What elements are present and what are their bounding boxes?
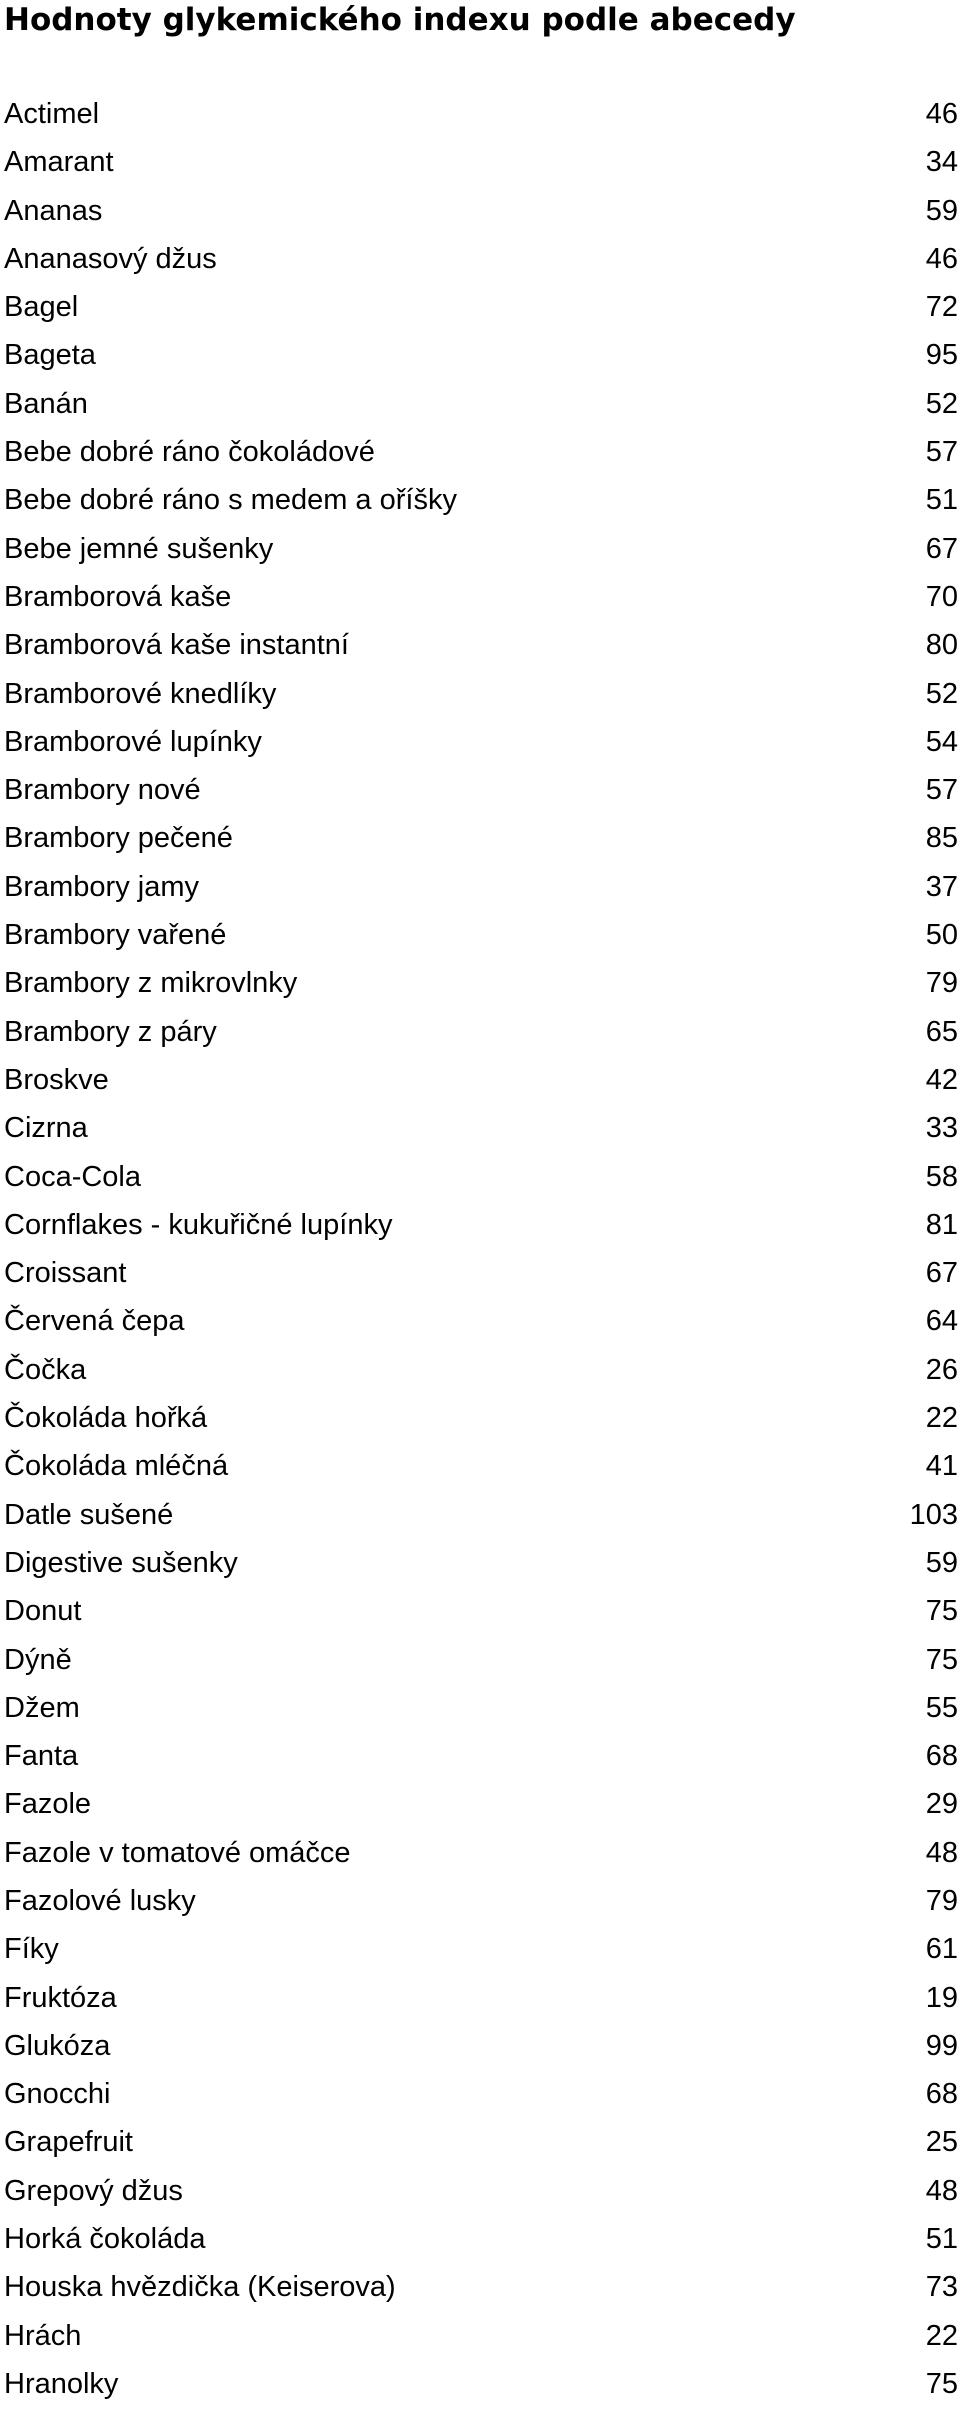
list-item <box>0 380 960 428</box>
gi-value: 57 <box>925 774 958 807</box>
gi-value: 51 <box>925 2223 958 2256</box>
food-name: Fíky <box>4 1933 59 1966</box>
gi-value: 85 <box>925 822 958 855</box>
list-item <box>0 2022 960 2070</box>
list-item <box>0 283 960 331</box>
list-item <box>0 2360 960 2408</box>
food-name: Broskve <box>4 1063 109 1096</box>
gi-value: 73 <box>925 2271 958 2304</box>
list-item <box>0 1587 960 1635</box>
gi-value: 26 <box>925 1353 958 1386</box>
food-name: Ananasový džus <box>4 242 217 275</box>
gi-value: 52 <box>925 677 958 710</box>
food-name: Coca-Cola <box>4 1160 141 1193</box>
food-name: Fazole <box>4 1788 92 1821</box>
gi-value: 48 <box>925 2174 958 2207</box>
food-name: Actimel <box>4 98 100 130</box>
gi-value: 67 <box>925 1257 958 1290</box>
food-name: Grepový džus <box>4 2174 183 2207</box>
food-name: Bebe dobré ráno čokoládové <box>4 436 375 469</box>
food-name: Fazole v tomatové omáčce <box>4 1836 351 1869</box>
food-name: Bebe jemné sušenky <box>4 532 274 565</box>
list-item <box>0 331 960 379</box>
food-name: Bageta <box>4 339 96 372</box>
gi-value: 79 <box>925 967 958 1000</box>
gi-value: 65 <box>925 1015 958 1048</box>
gi-value: 59 <box>925 194 958 227</box>
list-item <box>0 1636 960 1684</box>
list-item <box>0 187 960 235</box>
gi-value: 22 <box>925 2319 958 2352</box>
food-name: Croissant <box>4 1257 127 1290</box>
gi-value: 68 <box>925 1740 958 1773</box>
food-name: Glukóza <box>4 2029 111 2062</box>
food-name: Fanta <box>4 1740 79 1773</box>
gi-value: 41 <box>925 1450 958 1483</box>
gi-value: 48 <box>925 1836 958 1869</box>
food-name: Brambory nové <box>4 774 201 807</box>
list-item <box>0 1491 960 1539</box>
list-item <box>0 1829 960 1877</box>
food-name: Bebe dobré ráno s medem a oříšky <box>4 484 457 517</box>
food-name: Dýně <box>4 1643 72 1676</box>
list-item <box>0 1684 960 1732</box>
list-item <box>0 1008 960 1056</box>
food-name: Gnocchi <box>4 2078 111 2111</box>
page-title: Hodnoty glykemického indexu podle abecedy <box>4 2 796 38</box>
gi-value: 33 <box>925 1112 958 1145</box>
food-name: Grapefruit <box>4 2126 133 2159</box>
gi-value: 75 <box>925 1595 958 1628</box>
gi-value: 55 <box>925 1691 958 1724</box>
gi-value: 46 <box>925 242 958 275</box>
list-item <box>0 2263 960 2311</box>
gi-value: 51 <box>925 484 958 517</box>
gi-value: 22 <box>925 1402 958 1435</box>
gi-value: 37 <box>925 870 958 903</box>
list-item <box>0 1394 960 1442</box>
food-name: Horká čokoláda <box>4 2223 206 2256</box>
food-name: Fruktóza <box>4 1981 117 2014</box>
food-name: Hranolky <box>4 2367 119 2400</box>
food-name: Džem <box>4 1691 80 1724</box>
gi-value: 103 <box>909 1498 958 1531</box>
list-item <box>0 1249 960 1297</box>
glycemic-index-list <box>0 90 960 2408</box>
gi-value: 80 <box>925 629 958 662</box>
list-item <box>0 1104 960 1152</box>
list-item <box>0 1780 960 1828</box>
food-name: Fazolové lusky <box>4 1884 196 1917</box>
gi-value: 54 <box>925 725 958 758</box>
list-item <box>0 1974 960 2022</box>
list-item <box>0 525 960 573</box>
gi-value: 99 <box>925 2029 958 2062</box>
gi-value: 81 <box>925 1208 958 1241</box>
food-name: Cornflakes - kukuřičné lupínky <box>4 1208 393 1241</box>
list-item <box>0 911 960 959</box>
gi-value: 29 <box>925 1788 958 1821</box>
gi-value: 25 <box>925 2126 958 2159</box>
list-item <box>0 235 960 283</box>
list-item <box>0 138 960 186</box>
list-item <box>0 670 960 718</box>
food-name: Čokoláda hořká <box>4 1402 208 1435</box>
list-item <box>0 1539 960 1587</box>
list-item <box>0 1346 960 1394</box>
food-name: Banán <box>4 387 88 420</box>
gi-value: 34 <box>925 146 958 179</box>
list-item <box>0 1297 960 1345</box>
list-item <box>0 621 960 669</box>
list-item <box>0 90 960 138</box>
list-item <box>0 2215 960 2263</box>
food-name: Čokoláda mléčná <box>4 1450 229 1483</box>
food-name: Bramborová kaše instantní <box>4 629 349 662</box>
gi-value: 75 <box>925 1643 958 1676</box>
list-item <box>0 766 960 814</box>
gi-value: 42 <box>925 1063 958 1096</box>
food-name: Brambory z páry <box>4 1015 217 1048</box>
gi-value: 52 <box>925 387 958 420</box>
list-item <box>0 2118 960 2166</box>
list-item <box>0 1877 960 1925</box>
gi-value: 61 <box>925 1933 958 1966</box>
list-item <box>0 863 960 911</box>
list-item <box>0 573 960 621</box>
gi-value: 79 <box>925 1884 958 1917</box>
food-name: Hrách <box>4 2319 82 2352</box>
gi-value: 72 <box>925 291 958 324</box>
food-name: Brambory z mikrovlnky <box>4 967 298 1000</box>
list-item <box>0 1442 960 1490</box>
gi-value: 75 <box>925 2367 958 2400</box>
gi-value: 57 <box>925 436 958 469</box>
gi-value: 70 <box>925 580 958 613</box>
gi-value: 50 <box>925 919 958 952</box>
food-name: Houska hvězdička (Keiserova) <box>4 2271 396 2304</box>
list-item <box>0 2312 960 2360</box>
gi-value: 67 <box>925 532 958 565</box>
list-item <box>0 814 960 862</box>
food-name: Bagel <box>4 291 79 324</box>
gi-value: 19 <box>925 1981 958 2014</box>
food-name: Brambory jamy <box>4 870 199 903</box>
food-name: Brambory pečené <box>4 822 233 855</box>
food-name: Brambory vařené <box>4 919 227 952</box>
food-name: Amarant <box>4 146 114 179</box>
food-name: Bramborové knedlíky <box>4 677 277 710</box>
food-name: Donut <box>4 1595 82 1628</box>
list-item <box>0 1153 960 1201</box>
list-item <box>0 1201 960 1249</box>
list-item <box>0 1732 960 1780</box>
food-name: Cizrna <box>4 1112 88 1145</box>
list-item <box>0 428 960 476</box>
list-item <box>0 476 960 524</box>
gi-value: 68 <box>925 2078 958 2111</box>
list-item <box>0 718 960 766</box>
gi-value: 64 <box>925 1305 958 1338</box>
gi-value: 95 <box>925 339 958 372</box>
gi-value: 58 <box>925 1160 958 1193</box>
list-item <box>0 959 960 1007</box>
food-name: Čočka <box>4 1353 87 1386</box>
gi-value: 46 <box>925 98 958 130</box>
list-item <box>0 2167 960 2215</box>
food-name: Bramborové lupínky <box>4 725 262 758</box>
food-name: Datle sušené <box>4 1498 174 1531</box>
food-name: Ananas <box>4 194 103 227</box>
list-item <box>0 2070 960 2118</box>
food-name: Červená čepa <box>4 1305 185 1338</box>
gi-value: 59 <box>925 1546 958 1579</box>
food-name: Digestive sušenky <box>4 1546 238 1579</box>
list-item <box>0 1925 960 1973</box>
list-item <box>0 1056 960 1104</box>
food-name: Bramborová kaše <box>4 580 232 613</box>
